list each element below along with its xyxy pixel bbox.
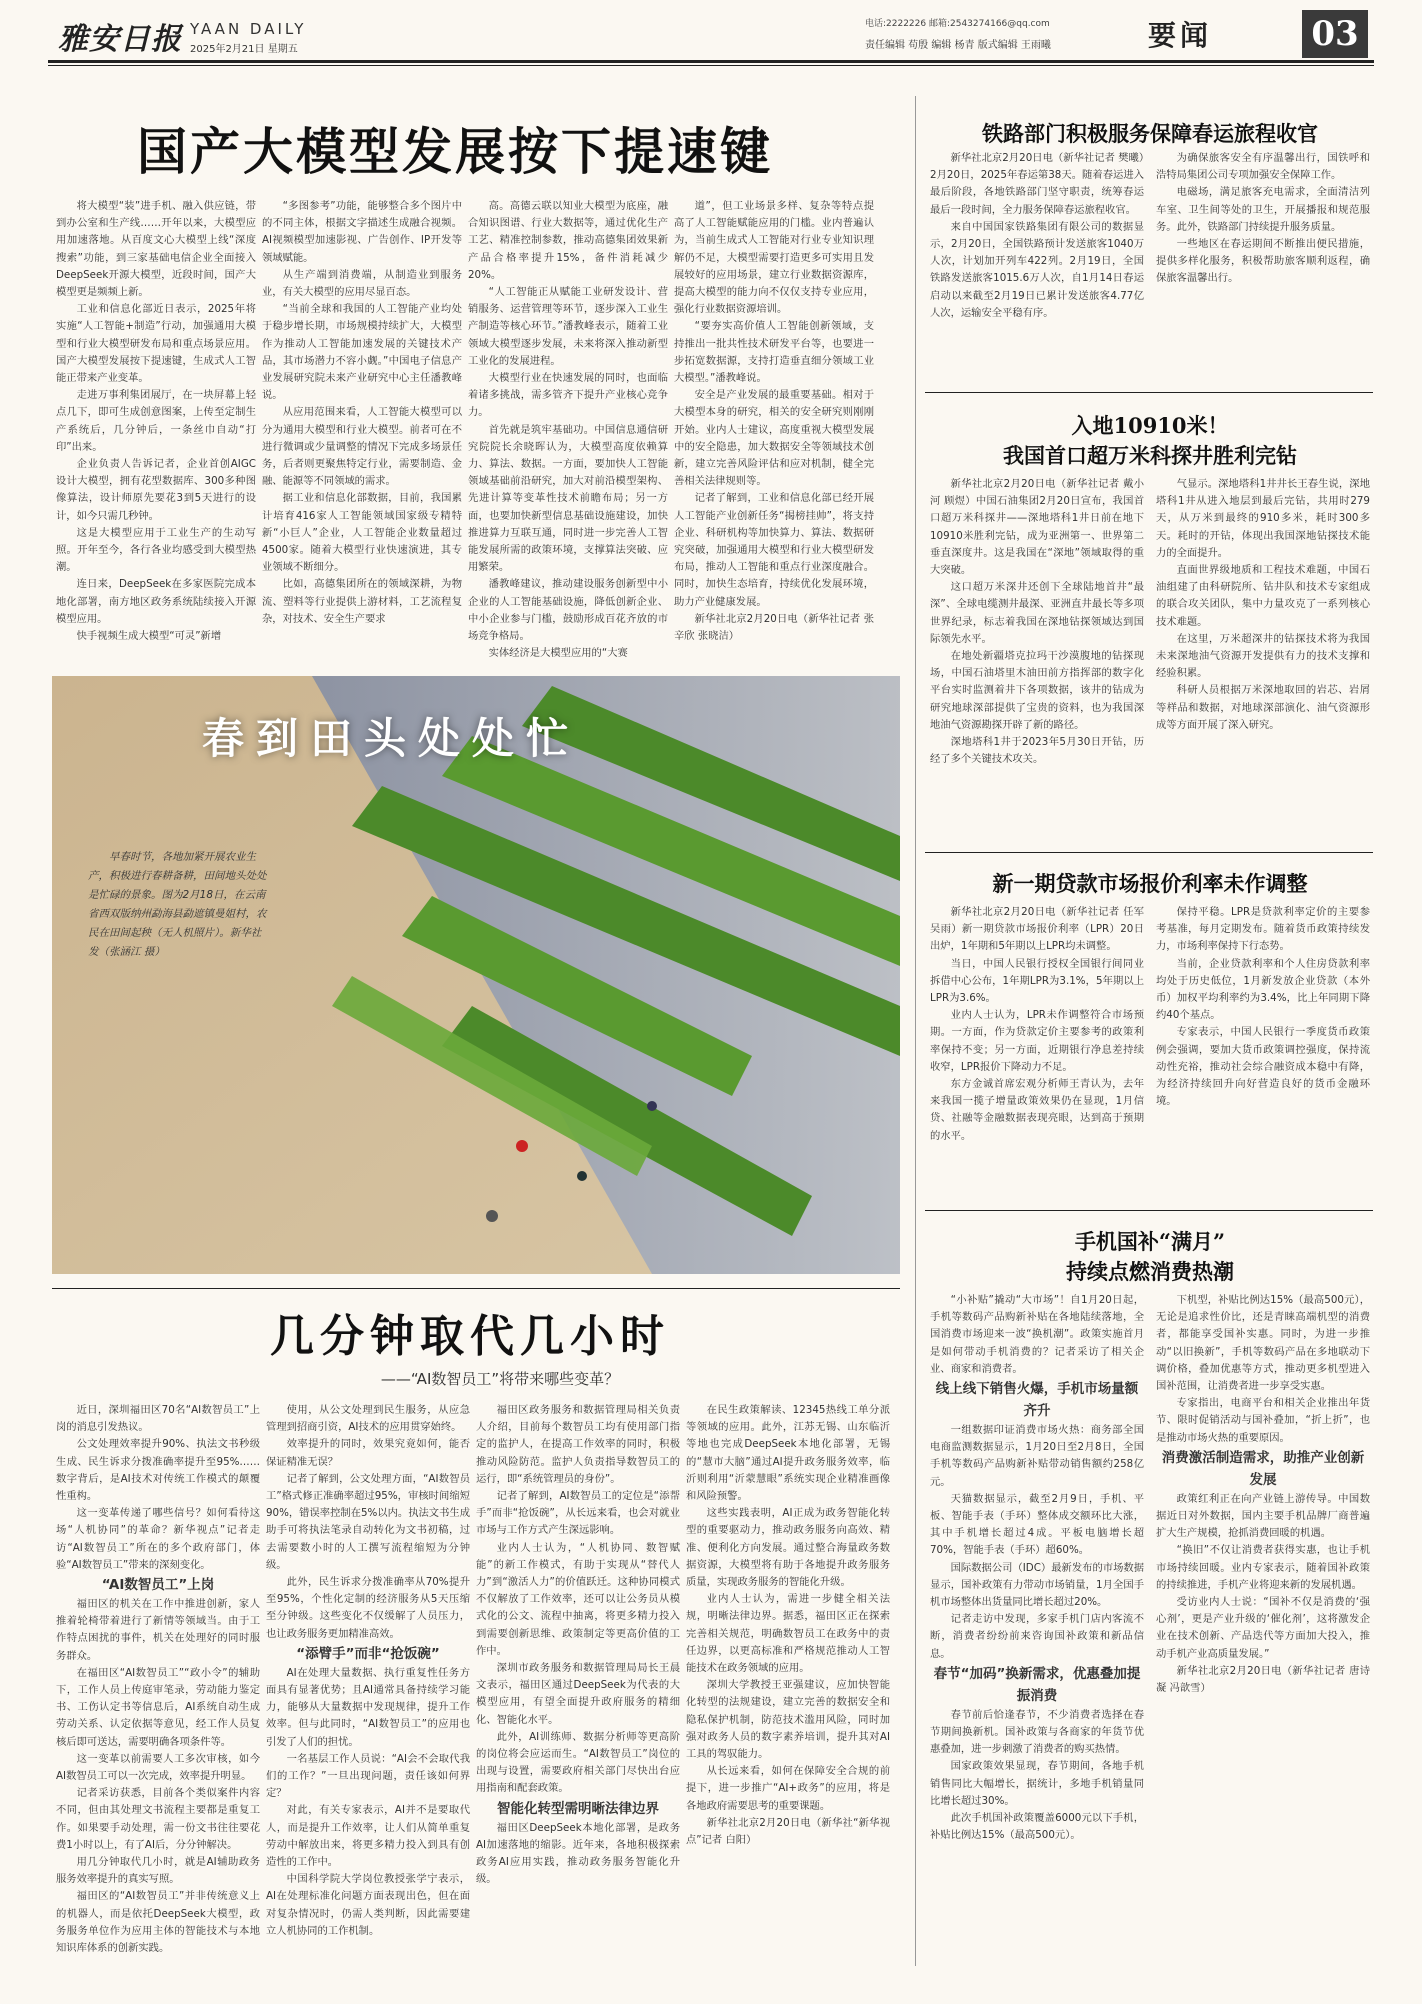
lpr-article-body [930, 904, 1370, 1204]
paragraph: 一些地区在春运期间不断推出便民措施，提供多样化服务，积极帮助旅客顺利返程，确保旅客温馨出行。 [1156, 238, 1370, 285]
paragraph: 新华社北京2月20日电（新华社“新华视点”记者 白阳） [686, 1816, 890, 1847]
paragraph: 在这里，万米超深井的钻探技术将为我国未来深地油气资源开发提供有力的技术支撑和经验积累。 [1156, 632, 1370, 680]
paragraph: 天猫数据显示，截至2月9日，手机、平板、智能手表（手环）整体成交额环比大涨，其中手机增长超过4成。平板电脑增长超70%，智能手表（手环）超60%。 [930, 1492, 1144, 1557]
paragraph: 记者了解到，工业和信息化部已经开展人工智能产业创新任务“揭榜挂帅”，将支持企业、科研机构等加快算力、算法、数据研究突破，加强通用大模型和行业大模型研发布局，推动人工智能和重点行业深度融合。同时，加快生态培育，持续优化发展环境，助力产业健康发展。 [674, 492, 874, 608]
paragraph: 福田区政务服务和数据管理局相关负责人介绍，目前每个数智员工均有使用部门指定的监护人，在提高工作效率的同时，积极推动风险防范。监护人负责指导数智员工的运行，即“系统管理员的身份”。 [476, 1404, 680, 1485]
paragraph: 据工业和信息化部数据，目前，我国累计培育416家人工智能领域国家级专精特新“小巨人”企业，人工智能企业数量超过4500家。随着大模型行业快速演进，其专业领域不断细分。 [262, 492, 462, 574]
paragraph: “换旧”不仅让消费者获得实惠，也让手机市场持续回暖。业内专家表示，随着国补政策的持续推进，手机产业将迎来新的发展机遇。 [1156, 1544, 1370, 1591]
paragraph: 中国科学院大学岗位教授张学宁表示，AI在处理标准化问题方面表现出色，但在面对复杂情况时，仍需人类判断，因此需要建立人机协同的工作机制。 [266, 1873, 470, 1937]
paragraph: 国家政策效果显现，春节期间，各地手机销售同比大幅增长，据统计，多地手机销量同比增长超过30%。 [930, 1760, 1144, 1807]
main-article-col4 [674, 198, 874, 666]
paragraph: 深圳市政务服务和数据管理局局长王晨文表示，福田区通过DeepSeek为代表的大模型应用，有望全面提升政府服务的精细化、智能化水平。 [476, 1662, 680, 1726]
drilling-article-title: 入地10910米！ [1071, 413, 1229, 438]
paragraph: 在民生政策解读、12345热线工单分派等领域的应用。此外，江苏无锡、山东临沂等地也完成DeepSeek本地化部署，无锡的“慧市大脑”通过AI提升政务服务效率，临沂则利用“沂蒙慧眼”系统实现企业精准画像和风险预警。 [686, 1404, 890, 1503]
paragraph: 业内人士认为，LPR未作调整符合市场预期。一方面，作为贷款定价主要参考的政策利率保持不变；另一方面，近期银行净息差持续收窄，LPR报价下降动力不足。 [930, 1009, 1144, 1073]
drilling-article-title2: 我国首口超万米科探井胜利完钻 [1003, 443, 1297, 468]
brand-name: YAAN DAILY [190, 20, 307, 38]
subheading: “AI数智员工”上岗 [101, 1577, 215, 1594]
paragraph: 比如，高德集团所在的领域深耕，为物流、塑料等行业提供上游材料，工艺流程复杂，对技术、安全生产要求 [262, 578, 462, 625]
paragraph: 新华社北京2月20日电（新华社记者 戴小河 顾煜）中国石油集团2月20日宣布，我国首口超万米科探井——深地塔科1井日前在地下10910米胜利完钻，成为亚洲第一、世界第二垂直深度井。这是我国在“深地”领域取得的重大突破。 [930, 478, 1144, 577]
paragraph: 新华社北京2月20日电（新华社记者 张辛欣 张晓洁） [674, 612, 874, 643]
paragraph: 福田区DeepSeek本地化部署，是政务AI加速落地的缩影。近年来，各地积极探索政务AI应用实践，推动政务服务智能化升级。 [476, 1821, 680, 1886]
paragraph: 记者走访中发现，多家手机门店内客流不断，消费者纷纷前来咨询国补政策和新品信息。 [930, 1613, 1144, 1660]
paragraph: 福田区的“AI数智员工”并非传统意义上的机器人，而是依托DeepSeek大模型，政务服务单位作为应用主体的智能技术与本地知识库体系的创新实践。 [56, 1890, 260, 1955]
paragraph: 对此，有关专家表示，AI并不是要取代人，而是提升工作效率，让人们从简单重复劳动中解放出来，将更多精力投入到具有创造性的工作中。 [266, 1804, 470, 1869]
photo-title: 春到田头处处忙 [202, 714, 581, 763]
paragraph: 新华社北京2月20日电（新华社记者 任军 吴雨）新一期贷款市场报价利率（LPR）20日出炉，1年期和5年期以上LPR均未调整。 [930, 906, 1144, 953]
article-rule [925, 1210, 1373, 1211]
paragraph: 公文处理效率提升90%、执法文书秒级生成、民生诉求分拨准确率提升至95%……数字背后，是AI技术对传统工作模式的颠覆性重构。 [56, 1438, 260, 1503]
header-rule-thin [48, 65, 1374, 66]
paragraph: 新华社北京2月20日电（新华社记者 唐诗凝 冯歆雪） [1156, 1664, 1370, 1695]
subheading: “添臂手”而非“抢饭碗” [296, 1645, 440, 1662]
railway-article-title: 铁路部门积极服务保障春运旅程收官 [982, 121, 1318, 146]
paragraph: 气显示。深地塔科1井井长王春生说，深地塔科1井从进入地层到最后完钻，共用时279天，从万米到最终的910多米，耗时300多天。耗时的开钻，体现出我国深地钻探技术能力的全面提升。 [1156, 478, 1370, 559]
second-article-col1 [56, 1402, 260, 1972]
main-article-col3 [468, 198, 668, 666]
paragraph: 专家表示，中国人民银行一季度货币政策例会强调，要加大货币政策调控强度，保持流动性充裕，推动社会综合融资成本稳中有降，为经济持续回升向好营造良好的货币金融环境。 [1156, 1026, 1370, 1108]
second-article-title: 几分钟取代几小时 [270, 1311, 670, 1362]
page-number: 03 [1302, 10, 1368, 58]
paragraph: 走进万事利集团展厅，在一块屏幕上轻点几下，即可生成创意图案，上传至定制生产系统后，几分钟后，一条丝巾自动“打印”出来。 [56, 389, 256, 453]
contact-info: 电话:2222226 邮箱:2543274166@qq.com [865, 19, 1050, 29]
paragraph: 首先就是筑牢基础功。中国信息通信研究院院长余晓晖认为，大模型高度依赖算力、算法、数据。一方面，要加快人工智能领域基础前沿研究，加大对前沿模型架构、先进计算等变革性技术前瞻布局；另一方面，也要加快新型信息基础设施建设，加快推进算力互联互通，同时进一步完善人工智能发展所需的政策环境，支撑算法突破、应用繁荣。 [468, 423, 668, 574]
paragraph: 此外，民生诉求分拨准确率从70%提升至95%，个性化定制的经济服务从5天压缩至分钟级。这些变化不仅缓解了人员压力，也让政务服务更加精准高效。 [266, 1576, 470, 1640]
subheading: 线上线下销售火爆，手机市场量额齐升 [935, 1381, 1139, 1420]
phone-subsidy-title: 手机国补“满月” [1074, 1229, 1226, 1254]
paragraph: “要夯实高价值人工智能创新领域，支持推出一批共性技术研发平台等，也要进一步拓宽数据源，支持打造垂直细分领域工业大模型。”潘教峰说。 [674, 320, 874, 385]
paragraph: “多图参考”功能，能够整合多个图片中的不同主体，根据文字描述生成融合视频。AI视频模型加速影视、广告创作、IP开发等领域赋能。 [262, 200, 462, 264]
subheading: 智能化转型需明晰法律边界 [497, 1800, 659, 1817]
paragraph: 这口超万米深井还创下全球陆地首井“最深”、全球电缆测井最深、亚洲直井最长等多项世界纪录，标志着我国在深地钻探领域达到国际领先水平。 [930, 581, 1144, 645]
header-rule [48, 60, 1374, 63]
paragraph: 为确保旅客安全有序温馨出行，国铁呼和浩特局集团公司专项加强安全保障工作。 [1156, 152, 1370, 182]
paragraph: 政策红利正在向产业链上游传导。中国数据近日对外数据，国内主要手机品牌厂商普遍扩大生产规模，抢抓消费回暖的机遇。 [1156, 1492, 1370, 1540]
paragraph: 一组数据印证消费市场火热：商务部全国电商监测数据显示，1月20日至2月8日，全国手机等数码产品购新补贴带动销售额约258亿元。 [930, 1424, 1144, 1488]
paragraph: 从生产端到消费端，从制造业到服务业，有关大模型的应用尽显百态。 [262, 268, 462, 299]
paragraph: 潘教峰建议，推动建设服务创新型中小企业的人工智能基础设施，降低创新企业、中小企业参与门槛，鼓励形成百花齐放的市场竞争格局。 [468, 578, 668, 643]
paragraph: 这些实践表明，AI正成为政务智能化转型的重要驱动力，推动政务服务向高效、精准、便利化方向发展。通过整合海量政务数据资源，大模型将有助于各地提升政务服务质量，实现政务服务的智能化升级。 [686, 1507, 890, 1589]
paragraph: 直面世界级地质和工程技术难题，中国石油组建了由科研院所、钻井队和技术专家组成的联合攻关团队，集中力量攻克了一系列核心技术难题。 [1156, 564, 1370, 628]
phone-subsidy-col2 [1156, 1292, 1370, 1972]
paragraph: 将大模型“装”进手机、融入供应链，带到办公室和生产线……开年以来，大模型应用加速落地。从百度文心大模型上线“深度搜索”功能，到三家基础电信企业全面接入DeepSeek开源大模型，近段时间，国产大模型更是频频上新。 [56, 200, 256, 299]
paragraph: 深地塔科1井于2023年5月30日开钻，历经了多个关键技术攻关。 [930, 736, 1144, 766]
second-article-subtitle: ——“AI数智员工”将带来哪些变革？ [380, 1370, 620, 1388]
paragraph: 记者了解到，AI数智员工的定位是“添帮手”而非“抢饭碗”，从长远来看，也会对就业市场与工作方式产生深远影响。 [476, 1490, 680, 1537]
paragraph: 当前，企业贷款利率和个人住房贷款利率均处于历史低位，1月新发放企业贷款（本外币）加权平均利率约为3.4%，比上年同期下降约40个基点。 [1156, 957, 1370, 1022]
paragraph: 大模型行业在快速发展的同时，也面临着诸多挑战，需多管齐下提升产业核心竞争力。 [468, 372, 668, 419]
paragraph: 这是大模型应用于工业生产的生动写照。开年至今，各行各业均感受到大模型热潮。 [56, 526, 256, 574]
issue-date: 2025年2月21日 星期五 [190, 44, 298, 55]
railway-article-body [930, 150, 1370, 385]
paragraph: 这一变革以前需要人工多次审核，如今AI数智员工可以一次完成，效率提升明显。 [56, 1752, 260, 1783]
paragraph: “人工智能正从赋能工业研发设计、营销服务、运营管理等环节，逐步深入工业生产制造等核心环节。”潘教峰表示，随着工业领域大模型逐步发展，未来将深入推动新型工业化的发展进程。 [468, 286, 668, 367]
paragraph: 在福田区“AI数智员工”“政小令”的辅助下，工作人员上传庭审笔录，劳动能力鉴定书、工伤认定书等信息后，AI系统自动生成劳动关系、认定依据等意见，经工作人员复核后即可送达，需要明确各项条件等。 [56, 1666, 260, 1748]
second-article-col4 [686, 1402, 890, 1972]
article-rule [925, 392, 1373, 393]
phone-subsidy-col1 [930, 1292, 1144, 1972]
paragraph: 一名基层工作人员说：“AI会不会取代我们的工作？”一旦出现问题，责任该如何界定？ [266, 1752, 470, 1800]
main-article-col1 [56, 198, 256, 666]
paragraph: 道”，但工业场景多样、复杂等特点提高了人工智能赋能应用的门槛。业内普遍认为，当前生成式人工智能对行业专业知识理解仍不足，大模型需要打造更多可实用且发展较好的应用场景，建立行业数据资源库，提高大模型的能力向不仅仅支持专业应用，强化行业数据资源培训。 [674, 200, 874, 316]
paragraph: 来自中国国家铁路集团有限公司的数据显示，2月20日，全国铁路预计发送旅客1040万人次，计划加开列车422列。2月19日，全国铁路发送旅客1015.6万人次，自1月14日春运启动以来截至2月19日已累计发送旅客4.77亿人次，运输安全平稳有序。 [930, 220, 1144, 319]
paragraph: 安全是产业发展的最重要基础。相对于大模型本身的研究，相关的安全研究则刚刚开始。业内人士建议，高度重视大模型发展中的安全隐患，加大数据安全等领域技术创新，建立完善风险评估和应对机制，健全完善相关法律规则等。 [674, 389, 874, 488]
drilling-article-body [930, 476, 1370, 848]
paragraph: 科研人员根据万米深地取回的岩芯、岩屑等样品和数据，对地球深部演化、油气资源形成等方面开展了深入研究。 [1156, 684, 1370, 731]
paragraph: “当前全球和我国的人工智能产业均处于稳步增长期，市场规模持续扩大，大模型作为推动人工智能加速发展的关键技术产品，其市场潜力不容小觑。”中国电子信息产业发展研究院未来产业研究中心主任潘教峰说。 [262, 303, 462, 402]
phone-subsidy-title2: 持续点燃消费热潮 [1066, 1259, 1234, 1284]
farm-field-photo [52, 676, 900, 1274]
lpr-article-title: 新一期贷款市场报价利率未作调整 [992, 871, 1308, 896]
paragraph: 企业负责人告诉记者，企业首创AIGC设计大模型，拥有花型数据库、300多种图像算法，设计师原先要花3到5天进行的设计，如今只需几秒钟。 [56, 458, 256, 522]
paragraph: 此外，AI训练师、数据分析师等更高阶的岗位将会应运而生。“AI数智员工”岗位的出现与设置，需要政府相关部门尽快出台应用指南和配套政策。 [476, 1730, 680, 1795]
newspaper-logo: 雅安日报 [58, 22, 182, 57]
subheading: 春节“加码”换新需求，优惠叠加提振消费 [933, 1665, 1141, 1704]
paragraph: 下机型，补贴比例达15%（最高500元），无论是追求性价比，还是青睐高端机型的消费者，都能享受国补实惠。同时，为进一步推动“以旧换新”，手机等数码产品在多地联动下调价格，叠加优惠等方式，推动更多机型进入国补范围，让消费者进一步享受实惠。 [1156, 1294, 1370, 1393]
paragraph: 在地处新疆塔克拉玛干沙漠腹地的钻探现场，中国石油塔里木油田前方指挥部的数字化平台实时监测着井下各项数据，该井的钻成为研究地球深部提供了宝贵的资料，也为我国深地油气资源勘探开辟了新的路径。 [930, 650, 1144, 731]
editor-credits: 责任编辑 苟殷 编辑 杨青 版式编辑 王雨曦 [865, 40, 1051, 51]
paragraph: 国际数据公司（IDC）最新发布的市场数据显示，国补政策有力带动市场销量，1月全国手机市场整体出货量同比增长超过20%。 [930, 1561, 1144, 1609]
section-title: 要闻 [1148, 19, 1213, 52]
paragraph: 记者了解到，公文处理方面，“AI数智员工”格式修正准确率超过95%，审核时间缩短90%，错误率控制在5%以内。执法文书生成助手可将执法笔录自动转化为文书初稿，过去需要数小时的人工撰写流程缩短为分钟级。 [266, 1472, 470, 1571]
paragraph: 新华社北京2月20日电（新华社记者 樊曦）2月20日，2025年春运第38天。随着春运进入最后阶段，各地铁路部门坚守职责，统筹春运最后一段时间，全力服务保障春运旅程收官。 [930, 152, 1144, 216]
paragraph: 此次手机国补政策覆盖6000元以下手机，补贴比例达15%（最高500元）。 [930, 1812, 1144, 1842]
paragraph: AI在处理大量数据、执行重复性任务方面具有显著优势；且AI通常具备持续学习能力，能够从大量数据中发现规律，提升工作效率。但与此同时，“AI数智员工”的应用也引发了人们的担忧。 [266, 1666, 470, 1748]
paragraph: 深圳大学教授王亚强建议，应加快智能化转型的法规建设，建立完善的数据安全和隐私保护机制，防范技术滥用风险，同时加强对政务人员的数字素养培训，提升其对AI工具的驾驭能力。 [686, 1679, 890, 1761]
paragraph: 春节前后恰逢春节，不少消费者选择在春节期间换新机。国补政策与各商家的年货节优惠叠加，进一步刺激了消费者的购买热情。 [930, 1708, 1144, 1756]
paragraph: 从长远来看，如何在保障安全合规的前提下，进一步推广“AI+政务”的应用，将是各地政府需要思考的重要课题。 [686, 1765, 890, 1812]
paragraph: 高。高德云联以知业大模型为底座，融合知识图谱、行业大数据等，通过优化生产工艺、精准控制参数，推动高德集团效果新产品合格率提升15%，备件消耗减少20%。 [468, 200, 668, 281]
paragraph: 实体经济是大模型应用的“大赛 [488, 647, 628, 660]
column-divider [915, 96, 916, 1966]
paragraph: 用几分钟取代几小时，就是AI辅助政务服务效率提升的真实写照。 [56, 1856, 260, 1886]
paragraph: 连日来，DeepSeek在多家医院完成本地化部署，南方地区政务系统陆续接入开源模型应用。 [56, 578, 256, 625]
paragraph: 保持平稳。LPR是贷款利率定价的主要参考基准，每月定期发布。随着货币政策持续发力，市场利率保持下行态势。 [1156, 906, 1370, 953]
paragraph: 电磁场，满足旅客充电需求，全面清洁列车室、卫生间等处的卫生，开展播报和规范服务。此外，铁路部门持续提升服务质量。 [1156, 186, 1370, 233]
subheading: 消费激活制造需求，助推产业创新发展 [1161, 1449, 1365, 1488]
section-rule [52, 1288, 900, 1289]
paragraph: 近日，深圳福田区70名“AI数智员工”上岗的消息引发热议。 [56, 1404, 260, 1434]
main-article-title: 国产大模型发展按下提速键 [137, 122, 773, 181]
paragraph: 记者采访获悉，目前各个类似案件内容不同，但由其处理文书流程主要都是重复工作。如果要手动处理，需一份文书往往要花费1小时以上，有了AI后，分分钟解决。 [56, 1787, 260, 1851]
paragraph: 效率提升的同时，效果究竟如何，能否保证精准无误？ [266, 1438, 470, 1468]
paragraph: 当日，中国人民银行授权全国银行间同业拆借中心公布，1年期LPR为3.1%，5年期以上LPR为3.6%。 [930, 957, 1144, 1005]
paragraph: 快手视频生成大模型“可灵”新增 [76, 630, 222, 643]
second-article-col2 [266, 1402, 470, 1972]
photo-caption: 早春时节，各地加紧开展农业生产，积极进行春耕备耕，田间地头处处是忙碌的景象。图为2月18日，在云南省西双版纳州勐海县勐遮镇曼姐村，农民在田间起秧（无人机照片）。新华社发（张涵江 摄） [88, 851, 267, 958]
paragraph: 受访业内人士说：“国补不仅是消费的‘强心剂’，更是产业升级的‘催化剂’，这将激发企业在技术创新、产品迭代等方面加大投入，推动手机产业高质量发展。” [1156, 1596, 1370, 1660]
paragraph: 专家指出，电商平台和相关企业推出年货节、限时促销活动与国补叠加，“折上折”，也是推动市场火热的重要原因。 [1156, 1397, 1370, 1444]
second-article-col3 [476, 1402, 680, 1972]
paragraph: 使用，从公文处理到民生服务，从应急管理到招商引资，AI技术的应用贯穿始终。 [266, 1404, 470, 1434]
paragraph: 业内人士认为，需进一步健全相关法规，明晰法律边界。据悉，福田区正在探索完善相关规范，明确数智员工在政务中的责任边界，以更高标准和严格规范推动人工智能技术在政务领域的应用。 [686, 1593, 890, 1675]
paragraph: 东方金诚首席宏观分析师王青认为，去年来我国一揽子增量政策效果仍在显现，1月信贷、社融等金融数据表现亮眼，达到高于预期的水平。 [930, 1078, 1144, 1142]
paragraph: 业内人士认为，“人机协同、数智赋能”的新工作模式，有助于实现从“替代人力”到“激活人力”的价值跃迁。这种协同模式不仅解放了工作效率，还可以让公务员从模式化的公文、流程中抽离，将更多精力投入到需要创新思维、政策制定等更高价值的工作中。 [476, 1541, 680, 1657]
article-rule [925, 852, 1373, 853]
paragraph: 从应用范围来看，人工智能大模型可以分为通用大模型和行业大模型。前者可在不进行微调或少量调整的情况下完成多场景任务，后者则更聚焦特定行业，需要制造、金融、能源等不同领域的需求。 [262, 406, 462, 488]
main-article-col2 [262, 198, 462, 666]
paragraph: 工业和信息化部近日表示，2025年将实施“人工智能+制造”行动，加强通用大模型和行业大模型研发布局和重点场景应用。国产大模型发展按下提速键，生成式人工智能正带来产业变革。 [56, 303, 256, 385]
paragraph: “小补贴”撬动“大市场”！自1月20日起，手机等数码产品购新补贴在各地陆续落地，全国消费市场迎来一波“换机潮”。政策实施首月是如何带动手机消费的？记者采访了相关企业、商家和消费者。 [930, 1294, 1144, 1375]
paragraph: 福田区的机关在工作中推进创新，家人推着轮椅带着进行了新情等领域当。由于工作特点困扰的事件，机关在处理好的同时服务群众。 [56, 1598, 260, 1662]
paragraph: 这一变革传递了哪些信号？如何看待这场“人机协同”的革命？新华视点”记者走访“AI数智员工”所在的多个政府部门，体验“AI数智员工”带来的深刻变化。 [56, 1507, 260, 1571]
